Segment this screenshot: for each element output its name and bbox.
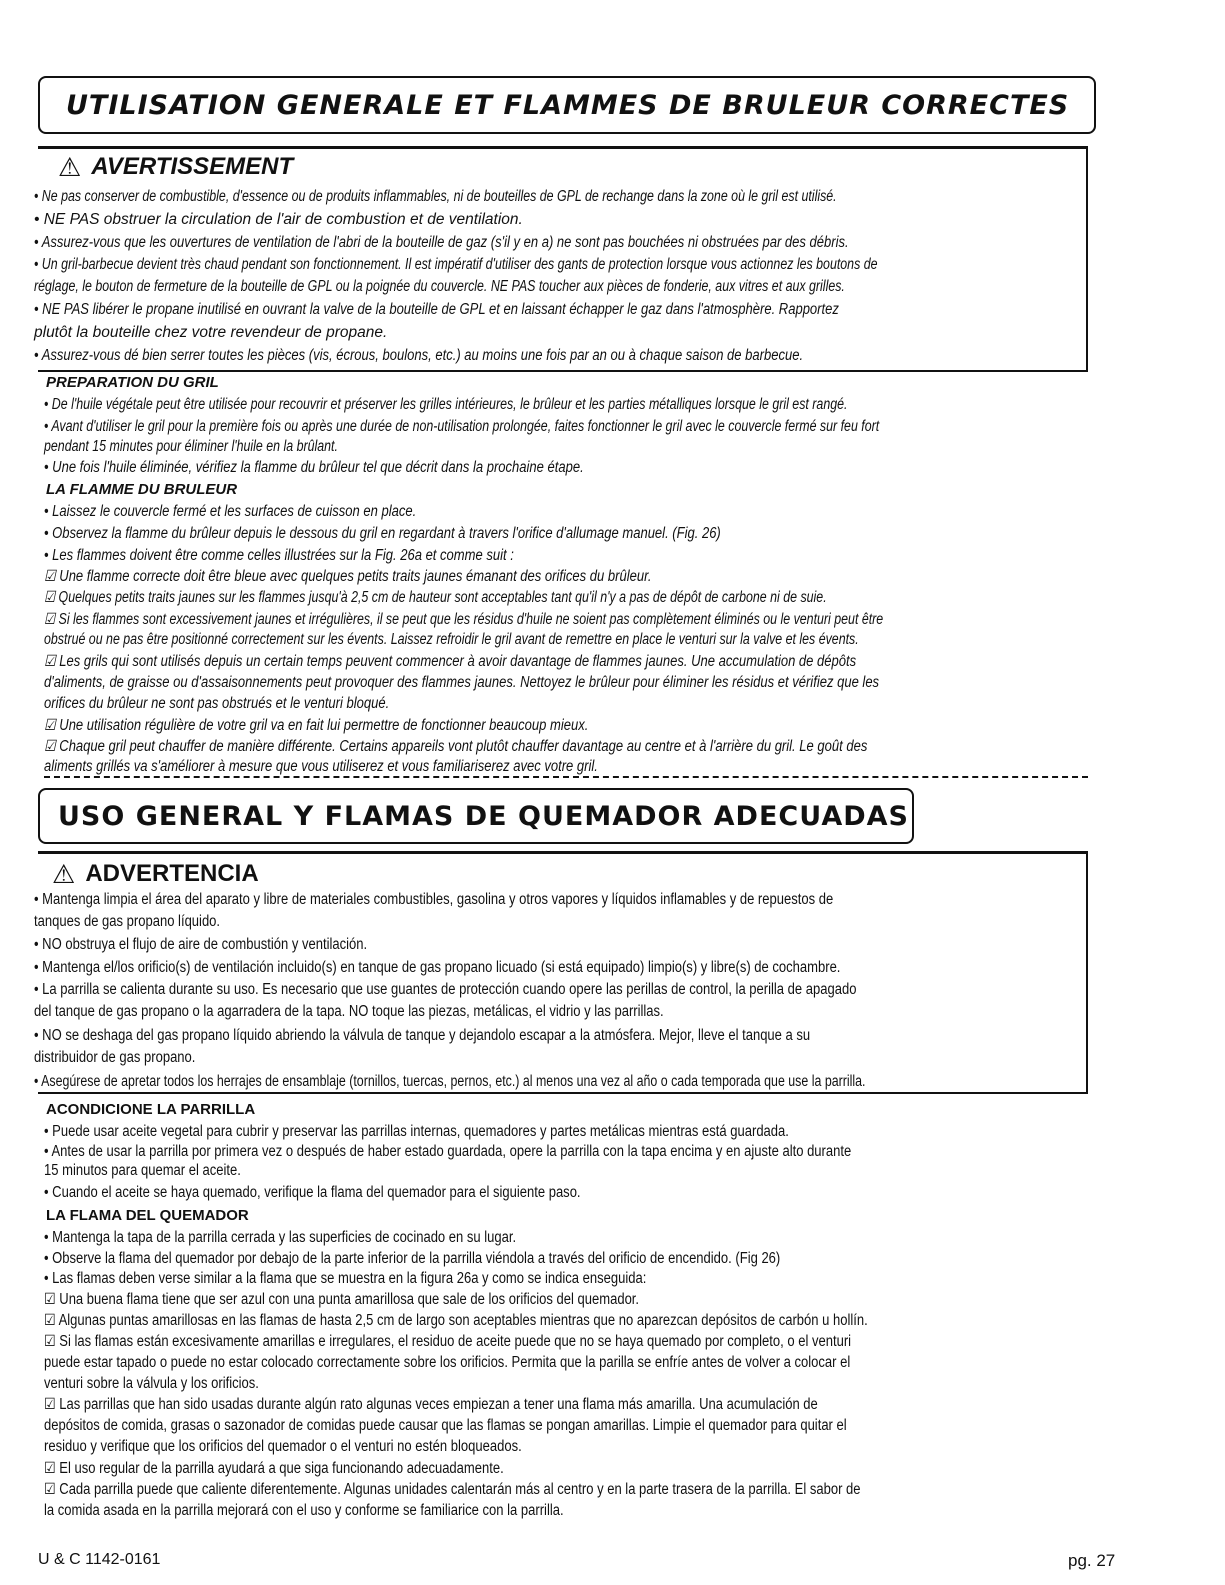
flame-line: venturi sobre la válvula y los orificios. <box>44 1375 259 1392</box>
warning-line: • La parrilla se calienta durante su uso. Es necesario que use guantes de protección cuando opere las perillas de control, la perilla de apagado <box>34 981 857 998</box>
page-number: pg. 27 <box>1068 1551 1116 1570</box>
warning-line: • Ne pas conserver de combustible, d'essence ou de produits inflammables, ni de bouteilles de GPL de rechange dans la zone où le gril est utilisé. <box>34 188 837 205</box>
flame-line: ☑ Une flamme correcte doit être bleue avec quelques petits traits jaunes émanant des orifices du brûleur. <box>44 568 652 585</box>
flame-line: la comida asada en la parrilla mejorará con el uso y conforme se familiarice con la parrilla. <box>44 1502 564 1519</box>
warning-line: • Assurez-vous dé bien serrer toutes les pièces (vis, écrous, boulons, etc.) au moins une fois par an ou à chaque saison de barbecue. <box>34 347 804 364</box>
warning-line: del tanque de gas propano o la agarradera de la tapa. NO toque las piezas, metálicas, el vidrio y las parrillas. <box>34 1003 664 1020</box>
flame-line: d'aliments, de graisse ou d'assaisonnements peut provoquer des flammes jaunes. Nettoyez le brûleur pour éliminer les résidus et vérifiez que les <box>44 674 880 691</box>
warning-line: • NO obstruya el flujo de aire de combustión y ventilación. <box>34 936 368 953</box>
flame-line: orifices du brûleur ne sont pas obstrués et le venturi bloqué. <box>44 695 390 712</box>
warning-title-es: ADVERTENCIA <box>85 860 259 887</box>
section-divider <box>44 776 1088 778</box>
preparation-line: • Une fois l'huile éliminée, vérifiez la flamme du brûleur tel que décrit dans la prochaine étape. <box>44 459 584 476</box>
flame-line: • Mantenga la tapa de la parrilla cerrada y las superficies de cocinado en su lugar. <box>44 1229 517 1246</box>
flame-line: obstrué ou ne pas être positionné correctement sur les évents. Laissez refroidir le gril avant de remettre en place le venturi sur la valve et les évents. <box>44 631 859 648</box>
flame-line: ☑ Si les flammes sont excessivement jaunes et irrégulières, il se peut que les résidus d'huile ne soient pas complètement éliminés ou le venturi peut être <box>44 611 884 628</box>
preparation-line: • Avant d'utiliser le gril pour la première fois ou après une durée de non-utilisation prolongée, faites fonctionner le gril avec le couvercle fermé sur feu fort <box>44 418 880 435</box>
section-title-fr: UTILISATION GENERALE ET FLAMMES DE BRULEUR CORRECTES <box>66 89 1070 121</box>
warning-line: • Asegúrese de apretar todos los herrajes de ensamblaje (tornillos, tuercas, pernos, etc.) al menos una vez al año o cada temporada que use la parrilla. <box>34 1073 866 1090</box>
flame-line: • Observez la flamme du brûleur depuis le dessous du gril en regardant à travers l'orifice d'allumage manuel. (Fig. 26) <box>44 525 721 542</box>
flame-line: ☑ Una buena flama tiene que ser azul con una punta amarillosa que sale de los orificios del quemador. <box>44 1291 640 1308</box>
flame-line: ☑ El uso regular de la parrilla ayudará a que siga funcionando adecuadamente. <box>44 1460 504 1477</box>
flame-line: puede estar tapado o puede no estar colocado correctamente sobre los orificios. Permita que la parilla se enfríe antes de volver a colocar el <box>44 1354 851 1371</box>
warning-line: réglage, le bouton de fermeture de la bouteille de GPL ou la poignée du couvercle. NE PAS toucher aux pièces de fonderie, aux vitres et aux grilles. <box>34 278 845 295</box>
preparation-line: • Antes de usar la parrilla por primera vez o después de haber estado guardada, opere la parrilla con la tapa encima y en ajuste alto durante <box>44 1143 852 1160</box>
preparation-line: 15 minutos para quemar el aceite. <box>44 1162 241 1179</box>
warning-box-fr <box>34 146 1088 372</box>
warning-triangle-icon: ⚠ <box>52 859 76 889</box>
flame-line: ☑ Algunas puntas amarillosas en las flamas de hasta 2,5 cm de largo son aceptables mientras que no aparezcan depósitos de carbón u hollín. <box>44 1312 868 1329</box>
section-banner-es <box>38 788 914 844</box>
preparation-line: pendant 15 minutes pour éliminer l'huile en la brûlant. <box>44 438 338 455</box>
flame-line: ☑ Cada parrilla puede que caliente diferentemente. Algunas unidades calentarán más al centro y en la parte trasera de la parrilla. El sabor de <box>44 1481 861 1498</box>
warning-line: • NO se deshaga del gas propano líquido abriendo la válvula de tanque y dejandolo escapar a la atmósfera. Mejor, lleve el tanque a su <box>34 1027 811 1044</box>
warning-line: plutôt la bouteille chez votre revendeur de propane. <box>34 324 388 341</box>
flame-line: • Les flammes doivent être comme celles illustrées sur la Fig. 26a et comme suit : <box>44 547 514 564</box>
flame-line: aliments grillés va s'améliorer à mesure que vous utiliserez et vous familiariserez avec votre gril. <box>44 758 598 775</box>
model-number: U & C 1142-0161 <box>38 1551 161 1568</box>
flame-line: • Observe la flama del quemador por debajo de la parte inferior de la parrilla viéndola a través del orificio de encendido. (Fig 26) <box>44 1250 781 1267</box>
burner-flame-heading-es: LA FLAMA DEL QUEMADOR <box>46 1207 249 1224</box>
warning-box-es <box>34 851 1088 1094</box>
preparation-line: • De l'huile végétale peut être utilisée pour recouvrir et préserver les grilles intérieures, le brûleur et les parties métalliques lorsque le gril est rangé. <box>44 396 848 413</box>
warning-line: • Mantenga el/los orificio(s) de ventilación incluido(s) en tanque de gas propano licuado (si está equipado) limpio(s) y libre(s) de cochambre. <box>34 959 841 976</box>
flame-line: ☑ Chaque gril peut chauffer de manière différente. Certains appareils vont plutôt chauffer davantage au centre et à l'arrière du gril. Le goût des <box>44 738 868 755</box>
flame-line: ☑ Quelques petits traits jaunes sur les flammes jusqu'à 2,5 cm de hauteur sont acceptables tant qu'il n'y a pas de dépôt de carbone ni de suie. <box>44 589 827 606</box>
preparation-heading-fr: PREPARATION DU GRIL <box>46 374 219 391</box>
warning-title-fr: AVERTISSEMENT <box>91 153 294 180</box>
warning-line: tanques de gas propano líquido. <box>34 913 221 930</box>
burner-flame-heading-fr: LA FLAMME DU BRULEUR <box>46 481 238 498</box>
flame-line: ☑ Si las flamas están excesivamente amarillas e irregulares, el residuo de aceite puede que no se haya quemado por completo, o el venturi <box>44 1333 852 1350</box>
warning-triangle-icon: ⚠ <box>58 152 82 182</box>
warning-line: • NE PAS obstruer la circulation de l'air de combustion et de ventilation. <box>34 211 523 228</box>
flame-line: • Laissez le couvercle fermé et les surfaces de cuisson en place. <box>44 503 417 520</box>
warning-line: • Assurez-vous que les ouvertures de ventilation de l'abri de la bouteille de gaz (s'il y en a) ne sont pas bouchées ni obstruées par des débris. <box>34 234 849 251</box>
flame-line: depósitos de comida, grasas o sazonador de comidas puede causar que las flamas se pongan amarillas. Limpie el quemador para quitar el <box>44 1417 847 1434</box>
flame-line: ☑ Une utilisation régulière de votre gril va en fait lui permettre de fonctionner beaucoup mieux. <box>44 717 589 734</box>
flame-line: ☑ Las parrillas que han sido usadas durante algún rato algunas veces empiezan a tener una flama más amarilla. Una acumulación de <box>44 1396 818 1413</box>
preparation-heading-es: ACONDICIONE LA PARRILLA <box>46 1101 256 1118</box>
flame-line: • Las flamas deben verse similar a la flama que se muestra en la figura 26a y como se indica enseguida: <box>44 1270 647 1287</box>
warning-header-es <box>52 860 259 888</box>
flame-line: ☑ Les grils qui sont utilisés depuis un certain temps peuvent commencer à avoir davantage de flammes jaunes. Une accumulation de dépôts <box>44 653 857 670</box>
preparation-line: • Puede usar aceite vegetal para cubrir y preservar las parrillas internas, quemadores y partes metálicas mientras está guardada. <box>44 1123 789 1140</box>
section-banner-fr <box>38 76 1096 134</box>
warning-line: • Mantenga limpia el área del aparato y libre de materiales combustibles, gasolina y otros vapores y líquidos inflamables y de repuestos de <box>34 891 834 908</box>
warning-header-fr <box>58 153 293 181</box>
flame-line: residuo y verifique que los orificios del quemador o el venturi no estén bloqueados. <box>44 1438 522 1455</box>
preparation-line: • Cuando el aceite se haya quemado, verifique la flama del quemador para el siguiente paso. <box>44 1184 581 1201</box>
warning-line: • NE PAS libérer le propane inutilisé en ouvrant la valve de la bouteille de GPL et en laissant échapper le gaz dans l'atmosphère. Rapportez <box>34 301 839 318</box>
warning-line: distribuidor de gas propano. <box>34 1049 196 1066</box>
warning-line: • Un gril-barbecue devient très chaud pendant son fonctionnement. Il est impératif d'utiliser des gants de protection lorsque vous actionnez les boutons de <box>34 256 878 273</box>
section-title-es: USO GENERAL Y FLAMAS DE QUEMADOR ADECUADAS <box>58 800 909 832</box>
